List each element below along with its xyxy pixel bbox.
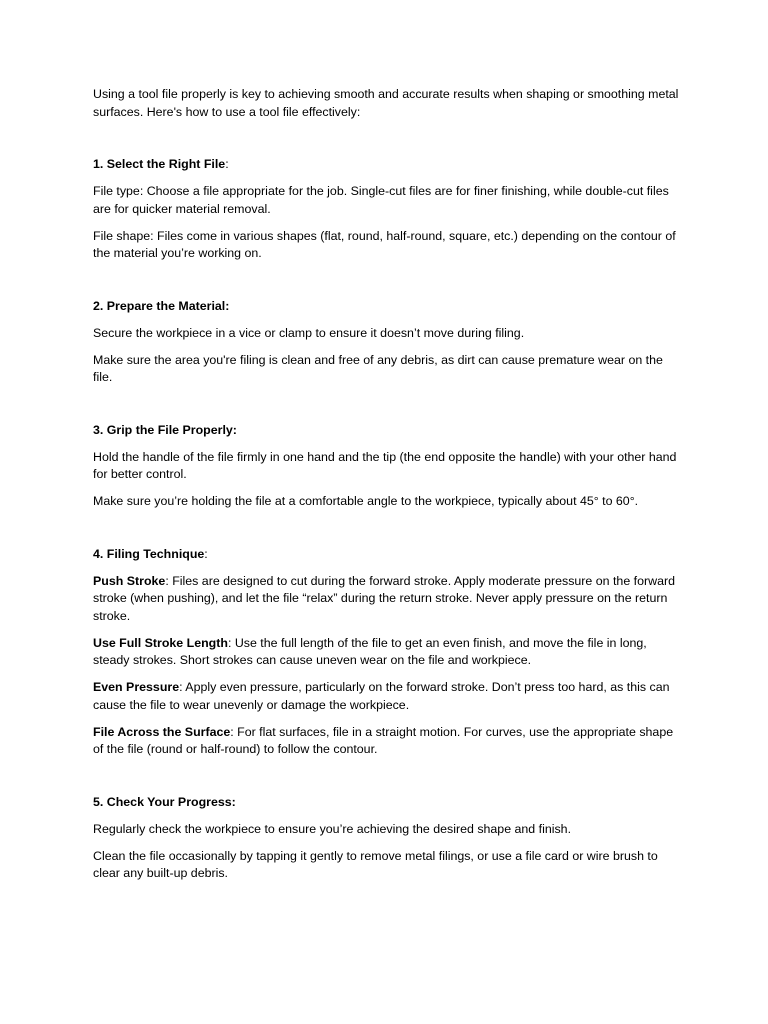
section-paragraph [93, 228, 683, 263]
paragraph-text: File type: Choose a file appropriate for the job. Single-cut files are for finer finishing, while double-cut files are for quicker material removal. [93, 184, 669, 216]
section-heading [93, 298, 683, 316]
section-paragraph [93, 635, 683, 670]
section-heading-text: 5. Check Your Progress: [93, 794, 236, 809]
section-paragraph [93, 573, 683, 626]
section-paragraph [93, 183, 683, 218]
paragraph-lead: Use Full Stroke Length [93, 635, 228, 650]
section-heading-text: 3. Grip the File Properly: [93, 422, 237, 437]
intro-paragraph: Using a tool file properly is key to achieving smooth and accurate results when shaping or smoothing metal surfaces. Here's how to use a tool file effectively: [93, 87, 679, 119]
paragraph-text: Regularly check the workpiece to ensure you’re achieving the desired shape and finish. [93, 821, 572, 836]
paragraph-lead: Push Stroke [93, 573, 166, 588]
section-heading-text: 2. Prepare the Material: [93, 298, 230, 313]
paragraph-text: File shape: Files come in various shapes (flat, round, half-round, square, etc.) depending on the contour of the material you’re working on. [93, 228, 676, 260]
section-prepare-material [93, 298, 683, 387]
paragraph-text: Hold the handle of the file firmly in one hand and the tip (the end opposite the handle) with your other hand for better control. [93, 449, 677, 481]
section-paragraph [93, 493, 683, 511]
paragraph-text: : Files are designed to cut during the forward stroke. Apply moderate pressure on the forward stroke (when pushing), and let the file “relax” during the return stroke. Never apply pressure on the return stroke. [93, 573, 675, 623]
paragraph-lead: File Across the Surface [93, 724, 231, 739]
section-heading-suffix: : [204, 546, 208, 561]
paragraph-text: Clean the file occasionally by tapping it gently to remove metal filings, or use a file card or wire brush to clear any built-up debris. [93, 848, 658, 880]
section-paragraph [93, 821, 683, 839]
section-paragraph [93, 325, 683, 343]
section-paragraph [93, 679, 683, 714]
paragraph-text: : Apply even pressure, particularly on the forward stroke. Don’t press too hard, as this can cause the file to wear unevenly or damage the workpiece. [93, 680, 670, 712]
section-paragraph [93, 848, 683, 883]
paragraph-lead: Even Pressure [93, 680, 180, 694]
section-heading [93, 156, 683, 174]
section-heading [93, 422, 683, 440]
section-heading-suffix: : [225, 157, 229, 171]
section-paragraph [93, 724, 683, 759]
section-heading [93, 546, 683, 564]
paragraph-text: : Use the full length of the file to get an even finish, and move the file in long, steady strokes. Short strokes can cause uneven wear on the file and workpiece. [93, 635, 647, 667]
section-filing-technique [93, 546, 683, 759]
paragraph-text: Make sure the area you're filing is clean and free of any debris, as dirt can cause premature wear on the file. [93, 352, 663, 384]
paragraph-text: : For flat surfaces, file in a straight motion. For curves, use the appropriate shape of the file (round or half-round) to follow the contour. [93, 724, 674, 756]
section-paragraph [93, 449, 683, 484]
paragraph-text: Secure the workpiece in a vice or clamp to ensure it doesn’t move during filing. [93, 325, 525, 340]
section-paragraph [93, 352, 683, 387]
section-select-file [93, 156, 683, 263]
paragraph-text: Make sure you’re holding the file at a comfortable angle to the workpiece, typically about 45° to 60°. [93, 494, 639, 508]
section-heading-text: 1. Select the Right File [93, 157, 226, 171]
section-grip-file [93, 422, 683, 511]
document-page [93, 86, 683, 892]
section-heading-text: 4. Filing Technique [93, 546, 205, 561]
section-check-progress [93, 794, 683, 883]
section-heading [93, 794, 683, 812]
